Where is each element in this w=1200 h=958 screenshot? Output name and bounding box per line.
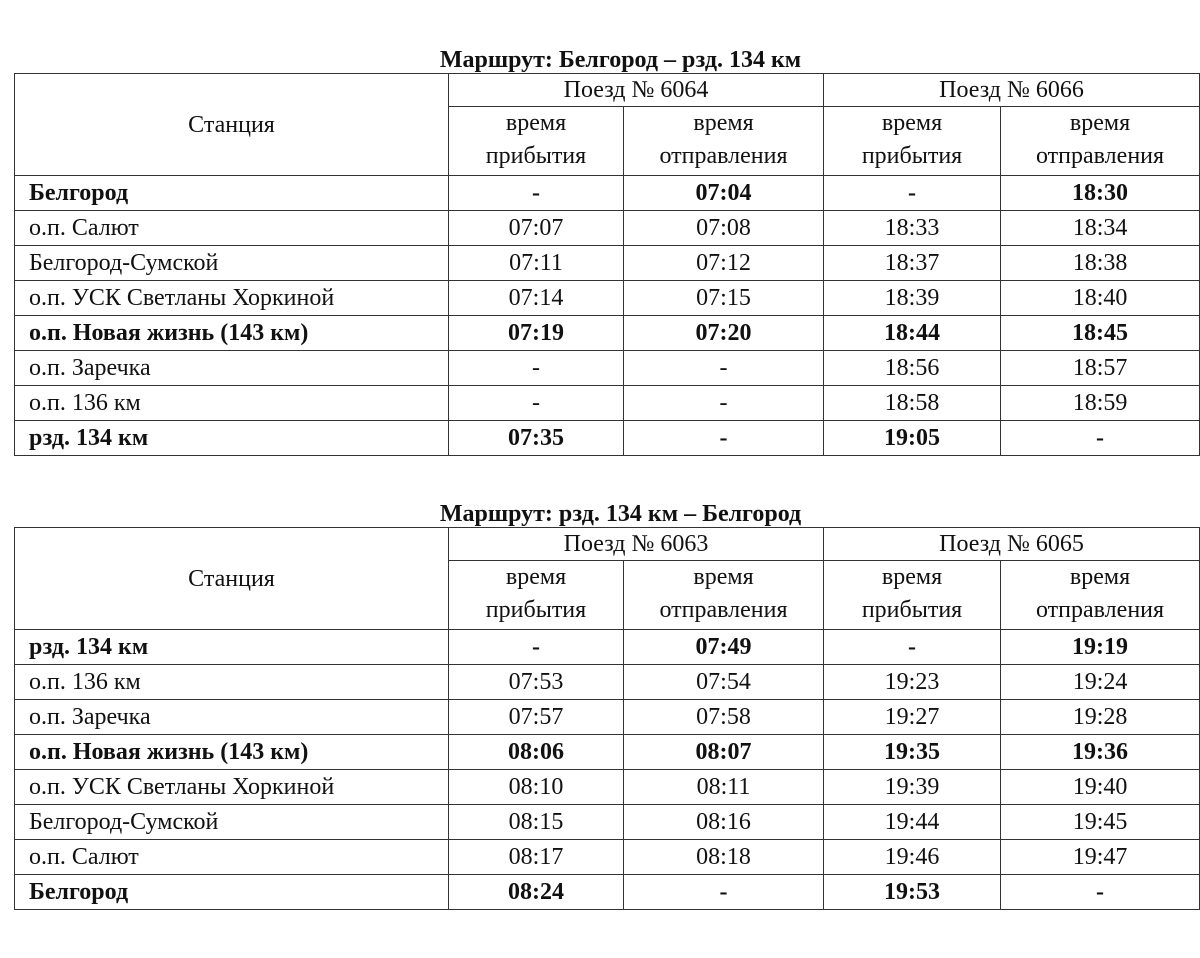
train2-arrival-time: 19:53: [824, 875, 1001, 910]
table-row: [15, 386, 1200, 421]
station-column-header: Станция: [15, 528, 449, 630]
arrival-time-header: время прибытия: [449, 561, 624, 630]
train2-departure-time: 18:40: [1001, 281, 1200, 316]
train2-arrival-time: 19:35: [824, 735, 1001, 770]
train1-arrival-time: -: [449, 630, 624, 665]
train2-departure-time: -: [1001, 421, 1200, 456]
train1-departure-time: 08:16: [624, 805, 824, 840]
departure-time-header: время отправления: [624, 561, 824, 630]
table-row: [15, 316, 1200, 351]
station-name: рзд. 134 км: [15, 421, 449, 456]
train1-departure-time: 07:58: [624, 700, 824, 735]
train1-departure-time: 08:18: [624, 840, 824, 875]
train2-arrival-time: 19:23: [824, 665, 1001, 700]
train2-arrival-time: 19:27: [824, 700, 1001, 735]
table-row: [15, 351, 1200, 386]
train1-arrival-time: 08:15: [449, 805, 624, 840]
station-name: Белгород: [15, 176, 449, 211]
train2-departure-time: 19:24: [1001, 665, 1200, 700]
train2-departure-time: 19:47: [1001, 840, 1200, 875]
train1-departure-time: 07:04: [624, 176, 824, 211]
station-name: о.п. Заречка: [15, 700, 449, 735]
train2-arrival-time: 18:58: [824, 386, 1001, 421]
station-column-header: Станция: [15, 74, 449, 176]
train2-arrival-time: 19:39: [824, 770, 1001, 805]
train1-departure-time: 07:08: [624, 211, 824, 246]
train1-departure-time: -: [624, 875, 824, 910]
table-row: [15, 176, 1200, 211]
table-row: [15, 805, 1200, 840]
train1-departure-time: -: [624, 386, 824, 421]
arrival-time-header: время прибытия: [449, 107, 624, 176]
train2-departure-time: 19:45: [1001, 805, 1200, 840]
table-row: [15, 840, 1200, 875]
station-name: Белгород-Сумской: [15, 805, 449, 840]
station-name: о.п. УСК Светланы Хоркиной: [15, 281, 449, 316]
train1-arrival-time: 07:14: [449, 281, 624, 316]
train2-arrival-time: 18:39: [824, 281, 1001, 316]
train2-departure-time: 19:40: [1001, 770, 1200, 805]
timetable-body: [15, 176, 1200, 456]
arrival-time-header: время прибытия: [824, 107, 1001, 176]
station-name: о.п. Новая жизнь (143 км): [15, 735, 449, 770]
train1-arrival-time: -: [449, 176, 624, 211]
table-row: [15, 211, 1200, 246]
route-block-belgorod-to-134km: [14, 47, 1199, 456]
station-name: о.п. Салют: [15, 211, 449, 246]
train1-arrival-time: 07:11: [449, 246, 624, 281]
table-row: [15, 246, 1200, 281]
train2-departure-time: 19:28: [1001, 700, 1200, 735]
train2-arrival-time: 19:46: [824, 840, 1001, 875]
train1-departure-time: 07:20: [624, 316, 824, 351]
station-name: о.п. Новая жизнь (143 км): [15, 316, 449, 351]
timetable: [14, 527, 1200, 910]
train2-departure-time: 18:59: [1001, 386, 1200, 421]
train1-arrival-time: -: [449, 351, 624, 386]
train1-arrival-time: 08:24: [449, 875, 624, 910]
train1-arrival-time: 08:06: [449, 735, 624, 770]
table-row: [15, 281, 1200, 316]
train2-arrival-time: 18:44: [824, 316, 1001, 351]
table-row: [15, 770, 1200, 805]
train1-arrival-time: 08:17: [449, 840, 624, 875]
timetable: [14, 73, 1200, 456]
station-name: о.п. Заречка: [15, 351, 449, 386]
train2-arrival-time: 18:33: [824, 211, 1001, 246]
table-row: [15, 700, 1200, 735]
train2-departure-time: 18:34: [1001, 211, 1200, 246]
train2-departure-time: 18:30: [1001, 176, 1200, 211]
train1-arrival-time: 07:07: [449, 211, 624, 246]
table-row: [15, 665, 1200, 700]
train1-arrival-time: 08:10: [449, 770, 624, 805]
table-row: [15, 875, 1200, 910]
train2-arrival-time: 19:05: [824, 421, 1001, 456]
station-name: рзд. 134 км: [15, 630, 449, 665]
route-title: Маршрут: Белгород – рзд. 134 км: [439, 47, 802, 73]
station-name: Белгород-Сумской: [15, 246, 449, 281]
table-row: [15, 421, 1200, 456]
table-row: [15, 630, 1200, 665]
train1-arrival-time: -: [449, 386, 624, 421]
train2-arrival-time: -: [824, 176, 1001, 211]
train2-departure-time: 18:38: [1001, 246, 1200, 281]
train2-arrival-time: 18:37: [824, 246, 1001, 281]
train1-arrival-time: 07:53: [449, 665, 624, 700]
train2-departure-time: 18:57: [1001, 351, 1200, 386]
train2-departure-time: 19:19: [1001, 630, 1200, 665]
departure-time-header: время отправления: [1001, 561, 1200, 630]
train1-departure-time: 08:07: [624, 735, 824, 770]
train1-departure-time: 07:12: [624, 246, 824, 281]
train-header: Поезд № 6065: [824, 528, 1200, 561]
station-name: о.п. 136 км: [15, 665, 449, 700]
train1-departure-time: 07:49: [624, 630, 824, 665]
station-name: о.п. УСК Светланы Хоркиной: [15, 770, 449, 805]
station-name: о.п. 136 км: [15, 386, 449, 421]
route-title: Маршрут: рзд. 134 км – Белгород: [439, 501, 802, 527]
train-header: Поезд № 6064: [449, 74, 824, 107]
station-name: Белгород: [15, 875, 449, 910]
train-header: Поезд № 6066: [824, 74, 1200, 107]
train1-departure-time: -: [624, 351, 824, 386]
train1-arrival-time: 07:57: [449, 700, 624, 735]
train1-arrival-time: 07:19: [449, 316, 624, 351]
train-header: Поезд № 6063: [449, 528, 824, 561]
route-block-134km-to-belgorod: [14, 501, 1199, 910]
table-row: [15, 735, 1200, 770]
train2-departure-time: 19:36: [1001, 735, 1200, 770]
train1-departure-time: 07:54: [624, 665, 824, 700]
train2-arrival-time: 19:44: [824, 805, 1001, 840]
train2-arrival-time: 18:56: [824, 351, 1001, 386]
departure-time-header: время отправления: [1001, 107, 1200, 176]
station-name: о.п. Салют: [15, 840, 449, 875]
train2-arrival-time: -: [824, 630, 1001, 665]
departure-time-header: время отправления: [624, 107, 824, 176]
train1-departure-time: -: [624, 421, 824, 456]
train2-departure-time: -: [1001, 875, 1200, 910]
train1-departure-time: 08:11: [624, 770, 824, 805]
train2-departure-time: 18:45: [1001, 316, 1200, 351]
train1-arrival-time: 07:35: [449, 421, 624, 456]
timetable-body: [15, 630, 1200, 910]
arrival-time-header: время прибытия: [824, 561, 1001, 630]
train1-departure-time: 07:15: [624, 281, 824, 316]
